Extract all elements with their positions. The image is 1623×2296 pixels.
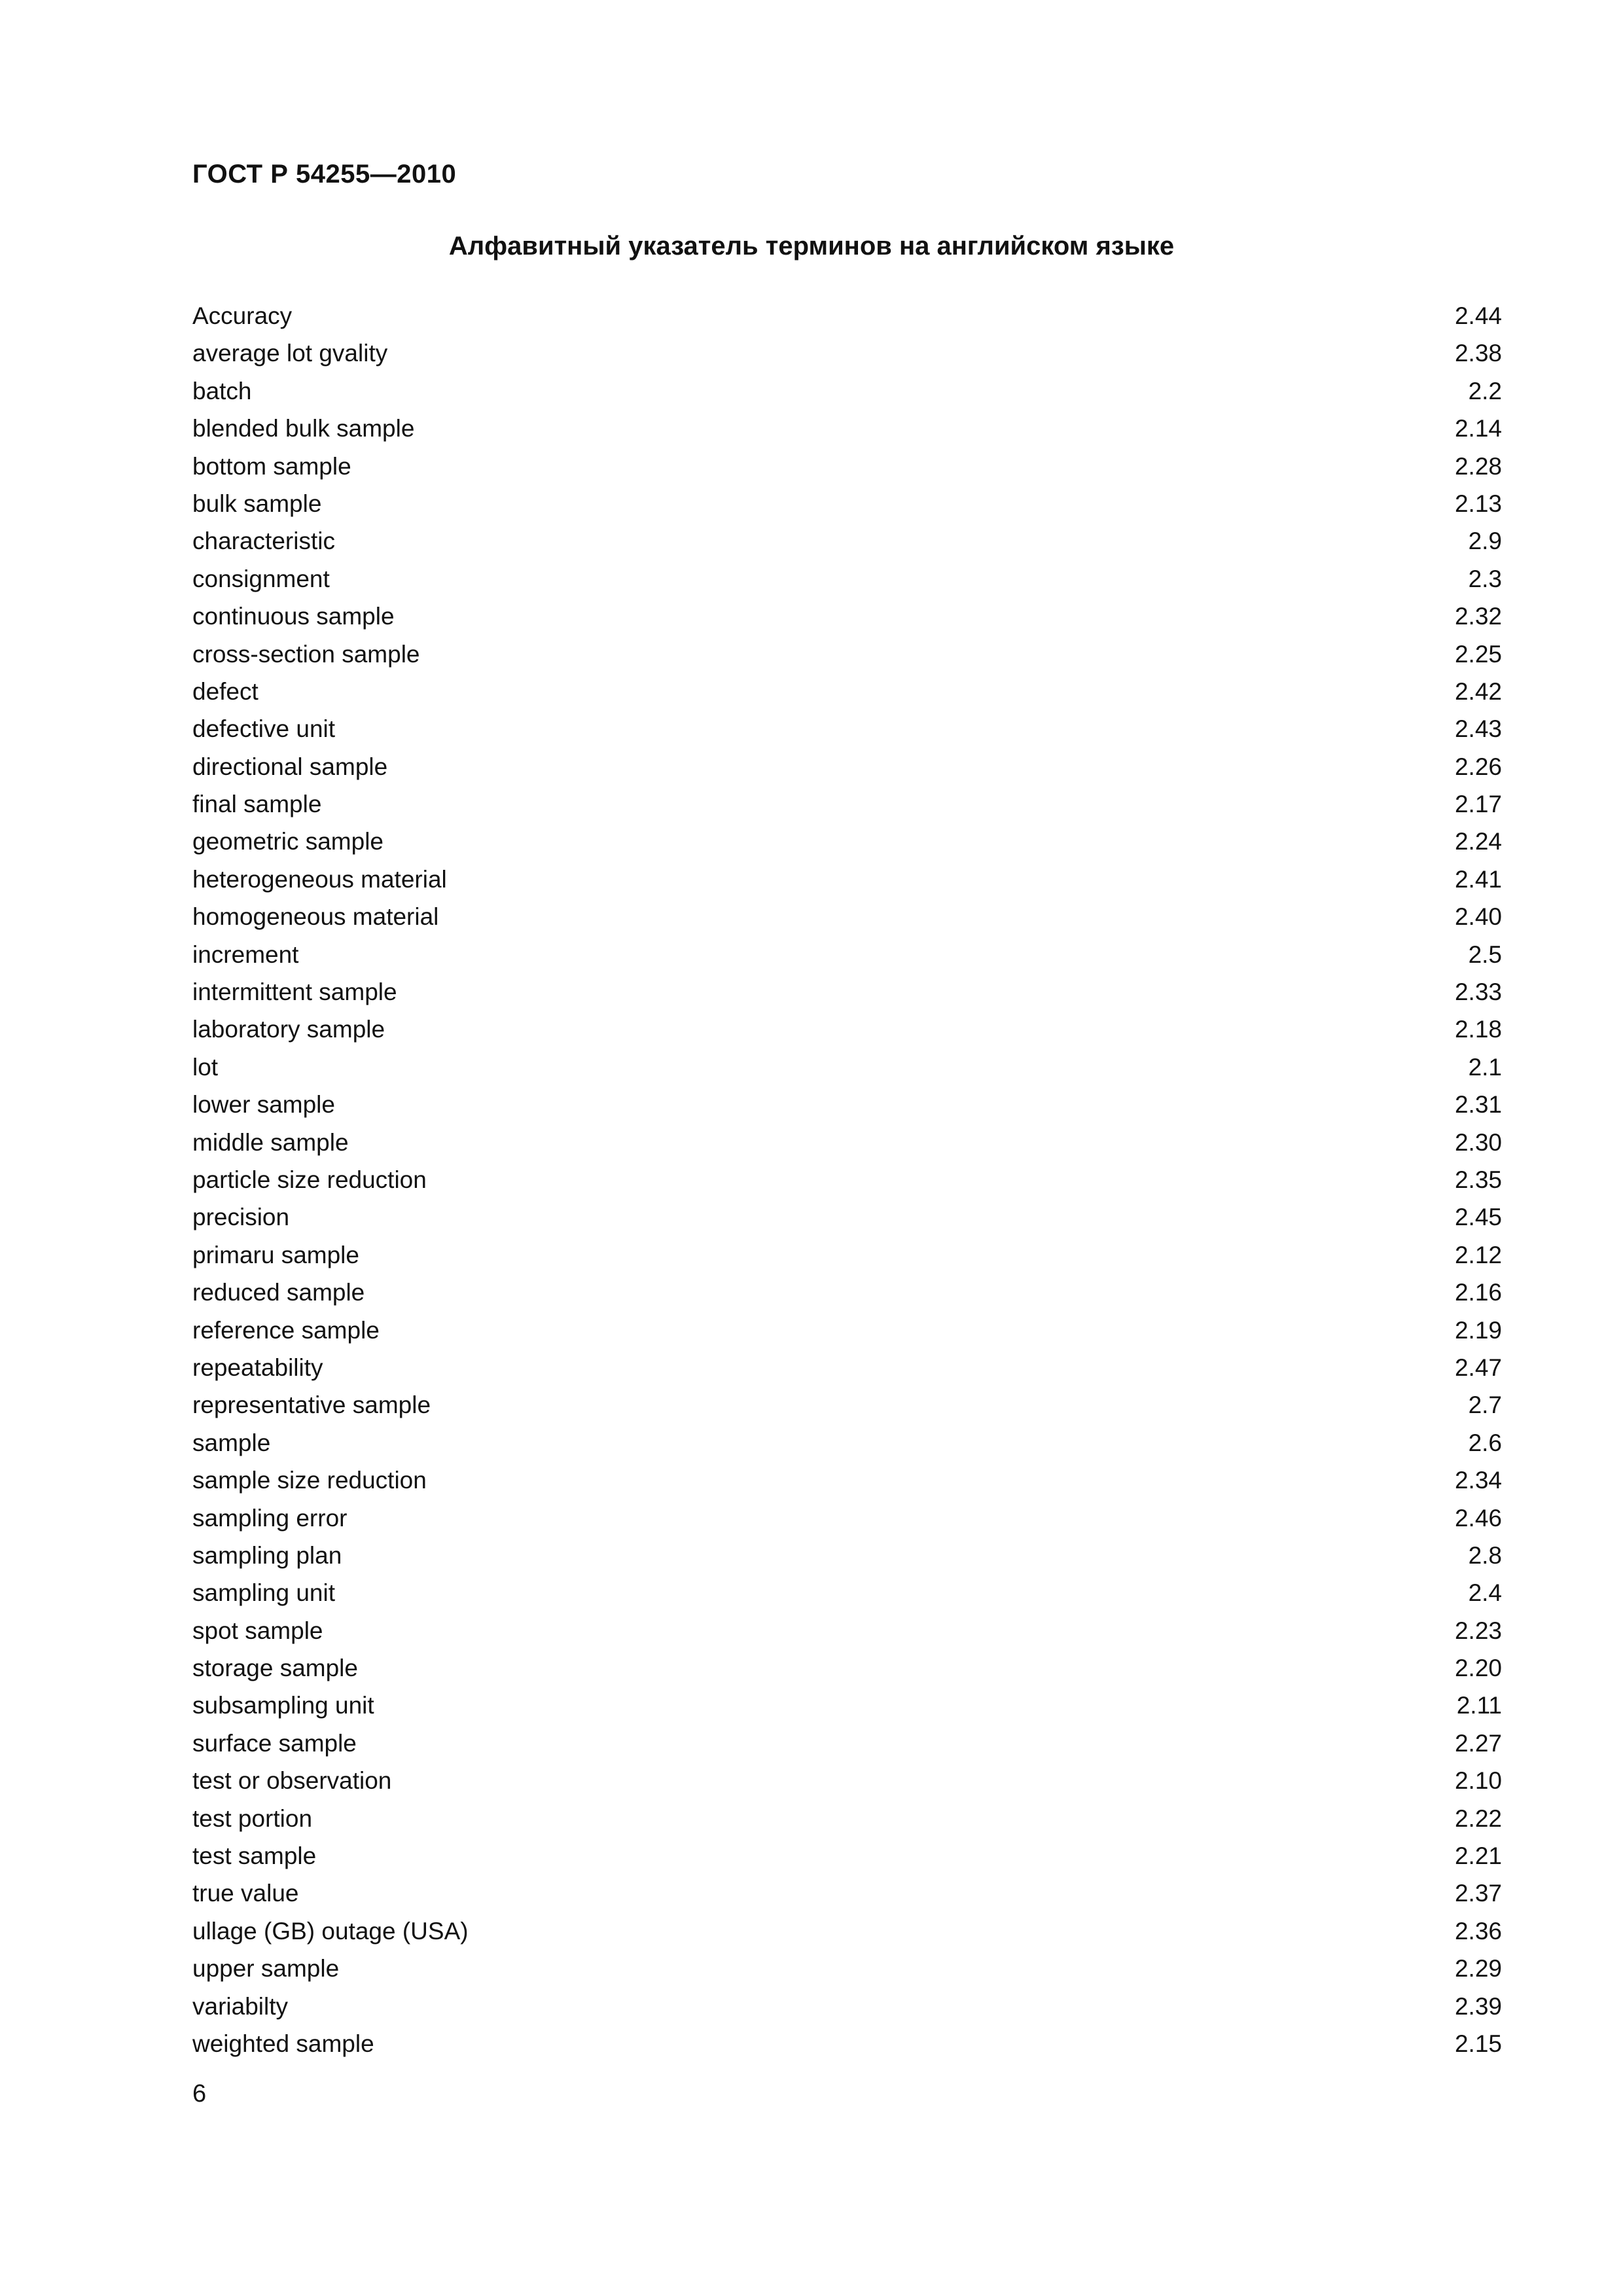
index-term: upper sample — [192, 1955, 340, 1982]
index-ref: 2.18 — [1454, 1016, 1502, 1043]
index-ref: 2.39 — [1454, 1992, 1502, 2020]
index-ref: 2.32 — [1454, 603, 1502, 630]
index-entry — [192, 1800, 1501, 1837]
index-entry — [192, 785, 1501, 823]
index-entry — [192, 1988, 1501, 2025]
index-term: laboratory sample — [192, 1016, 385, 1043]
index-ref: 2.9 — [1468, 528, 1502, 555]
index-ref: 2.17 — [1454, 791, 1502, 818]
index-ref: 2.25 — [1454, 640, 1502, 668]
index-ref: 2.24 — [1454, 828, 1502, 855]
index-ref: 2.33 — [1454, 978, 1502, 1006]
index-ref: 2.12 — [1454, 1241, 1502, 1268]
index-entry — [192, 297, 1501, 334]
index-entry — [192, 1537, 1501, 1574]
index-ref: 2.31 — [1454, 1091, 1502, 1119]
index-ref: 2.38 — [1454, 340, 1502, 367]
index-ref: 2.23 — [1454, 1617, 1502, 1644]
index-entry — [192, 560, 1501, 598]
index-entry — [192, 1462, 1501, 1499]
index-term: sampling plan — [192, 1541, 342, 1569]
index-entry — [192, 1874, 1501, 1912]
index-ref: 2.8 — [1468, 1541, 1502, 1569]
index-ref: 2.30 — [1454, 1128, 1502, 1156]
index-term: average lot gvality — [192, 340, 388, 367]
index-ref: 2.28 — [1454, 452, 1502, 480]
index-ref: 2.7 — [1468, 1391, 1502, 1419]
index-entry — [192, 636, 1501, 673]
index-term: cross-section sample — [192, 640, 420, 668]
index-term: spot sample — [192, 1617, 323, 1644]
index-entry — [192, 973, 1501, 1011]
index-ref: 2.6 — [1468, 1429, 1502, 1456]
index-term: final sample — [192, 791, 322, 818]
index-entry — [192, 522, 1501, 560]
index-term: blended bulk sample — [192, 415, 415, 442]
document-code: ГОСТ Р 54255—2010 — [192, 160, 457, 188]
index-ref: 2.16 — [1454, 1279, 1502, 1306]
index-term: repeatability — [192, 1354, 323, 1381]
index-entry — [192, 673, 1501, 710]
index-term: defective unit — [192, 715, 336, 743]
index-ref: 2.26 — [1454, 753, 1502, 780]
index-ref: 2.13 — [1454, 490, 1502, 517]
index-ref: 2.2 — [1468, 377, 1502, 404]
index-term: lot — [192, 1053, 219, 1081]
index-term: batch — [192, 377, 252, 404]
index-term: lower sample — [192, 1091, 335, 1119]
index-entry — [192, 1499, 1501, 1537]
index-entry — [192, 1574, 1501, 1611]
index-term: true value — [192, 1880, 299, 1907]
index-entry — [192, 898, 1501, 935]
index-term: bottom sample — [192, 452, 351, 480]
index-entry — [192, 598, 1501, 635]
index-ref: 2.15 — [1454, 2030, 1502, 2057]
index-term: directional sample — [192, 753, 388, 780]
index-entry — [192, 1612, 1501, 1649]
index-term: geometric sample — [192, 828, 384, 855]
index-ref: 2.11 — [1456, 1692, 1502, 1719]
index-ref: 2.21 — [1454, 1842, 1502, 1870]
index-entry — [192, 1312, 1501, 1349]
index-entry — [192, 1950, 1501, 1987]
index-entry — [192, 1198, 1501, 1236]
index-ref: 2.45 — [1454, 1204, 1502, 1231]
index-ref: 2.3 — [1468, 565, 1502, 592]
index-ref: 2.27 — [1454, 1729, 1502, 1757]
index-ref: 2.20 — [1454, 1655, 1502, 1682]
index-ref: 2.40 — [1454, 903, 1502, 931]
index-ref: 2.35 — [1454, 1166, 1502, 1193]
index-term: test sample — [192, 1842, 317, 1870]
index-ref: 2.10 — [1454, 1767, 1502, 1795]
index-term: weighted sample — [192, 2030, 374, 2057]
index-term: sampling error — [192, 1504, 348, 1532]
index-term: continuous sample — [192, 603, 395, 630]
index-ref: 2.46 — [1454, 1504, 1502, 1532]
index-term: consignment — [192, 565, 330, 592]
index-entry — [192, 1236, 1501, 1274]
index-term: heterogeneous material — [192, 865, 447, 893]
index-term: storage sample — [192, 1655, 358, 1682]
index-entry — [192, 1011, 1501, 1048]
index-term: representative sample — [192, 1391, 431, 1419]
index-entry — [192, 823, 1501, 860]
index-term: sample — [192, 1429, 271, 1456]
index-term: sample size reduction — [192, 1467, 427, 1494]
index-entry — [192, 748, 1501, 785]
index-term: bulk sample — [192, 490, 322, 517]
index-term: Accuracy — [192, 302, 293, 329]
index-ref: 2.19 — [1454, 1316, 1502, 1344]
index-ref: 2.36 — [1454, 1917, 1502, 1945]
term-index-list — [192, 297, 1501, 2062]
index-ref: 2.29 — [1454, 1955, 1502, 1982]
index-entry — [192, 1386, 1501, 1424]
index-term: defect — [192, 677, 259, 705]
index-term: increment — [192, 941, 299, 968]
index-entry — [192, 1349, 1501, 1386]
index-entry — [192, 1687, 1501, 1724]
index-term: particle size reduction — [192, 1166, 427, 1193]
index-ref: 2.4 — [1468, 1579, 1502, 1607]
index-ref: 2.14 — [1454, 415, 1502, 442]
index-term: surface sample — [192, 1729, 357, 1757]
index-ref: 2.1 — [1468, 1053, 1502, 1081]
index-entry — [192, 936, 1501, 973]
index-entry — [192, 1649, 1501, 1687]
index-term: sampling unit — [192, 1579, 336, 1607]
index-term: intermittent sample — [192, 978, 397, 1006]
index-term: test portion — [192, 1804, 313, 1832]
index-ref: 2.44 — [1454, 302, 1502, 329]
index-term: precision — [192, 1204, 290, 1231]
index-term: primaru sample — [192, 1241, 359, 1268]
index-entry — [192, 1124, 1501, 1161]
index-term: homogeneous material — [192, 903, 439, 931]
index-entry — [192, 2025, 1501, 2062]
index-ref: 2.42 — [1454, 677, 1502, 705]
index-ref: 2.47 — [1454, 1354, 1502, 1381]
index-entry — [192, 334, 1501, 372]
index-term: test or observation — [192, 1767, 392, 1795]
index-entry — [192, 1161, 1501, 1198]
index-entry — [192, 1424, 1501, 1462]
index-ref: 2.37 — [1454, 1880, 1502, 1907]
index-term: subsampling unit — [192, 1692, 374, 1719]
index-term: reference sample — [192, 1316, 380, 1344]
index-term: characteristic — [192, 528, 335, 555]
index-entry — [192, 372, 1501, 410]
index-ref: 2.43 — [1454, 715, 1502, 743]
index-entry — [192, 1049, 1501, 1086]
index-entry — [192, 1837, 1501, 1874]
index-term: reduced sample — [192, 1279, 365, 1306]
index-entry — [192, 1274, 1501, 1311]
index-title: Алфавитный указатель терминов на английском языке — [448, 232, 1175, 260]
index-entry — [192, 1912, 1501, 1950]
index-entry — [192, 710, 1501, 747]
index-ref: 2.5 — [1468, 941, 1502, 968]
index-term: variabilty — [192, 1992, 288, 2020]
index-entry — [192, 861, 1501, 898]
index-ref: 2.41 — [1454, 865, 1502, 893]
page-number: 6 — [192, 2080, 207, 2108]
index-entry — [192, 485, 1501, 522]
index-term: ullage (GB) outage (USA) — [192, 1917, 469, 1945]
index-term: middle sample — [192, 1128, 349, 1156]
index-entry — [192, 1762, 1501, 1799]
index-entry — [192, 410, 1501, 447]
index-entry — [192, 448, 1501, 485]
index-ref: 2.22 — [1454, 1804, 1502, 1832]
index-entry — [192, 1725, 1501, 1762]
index-ref: 2.34 — [1454, 1467, 1502, 1494]
index-entry — [192, 1086, 1501, 1123]
